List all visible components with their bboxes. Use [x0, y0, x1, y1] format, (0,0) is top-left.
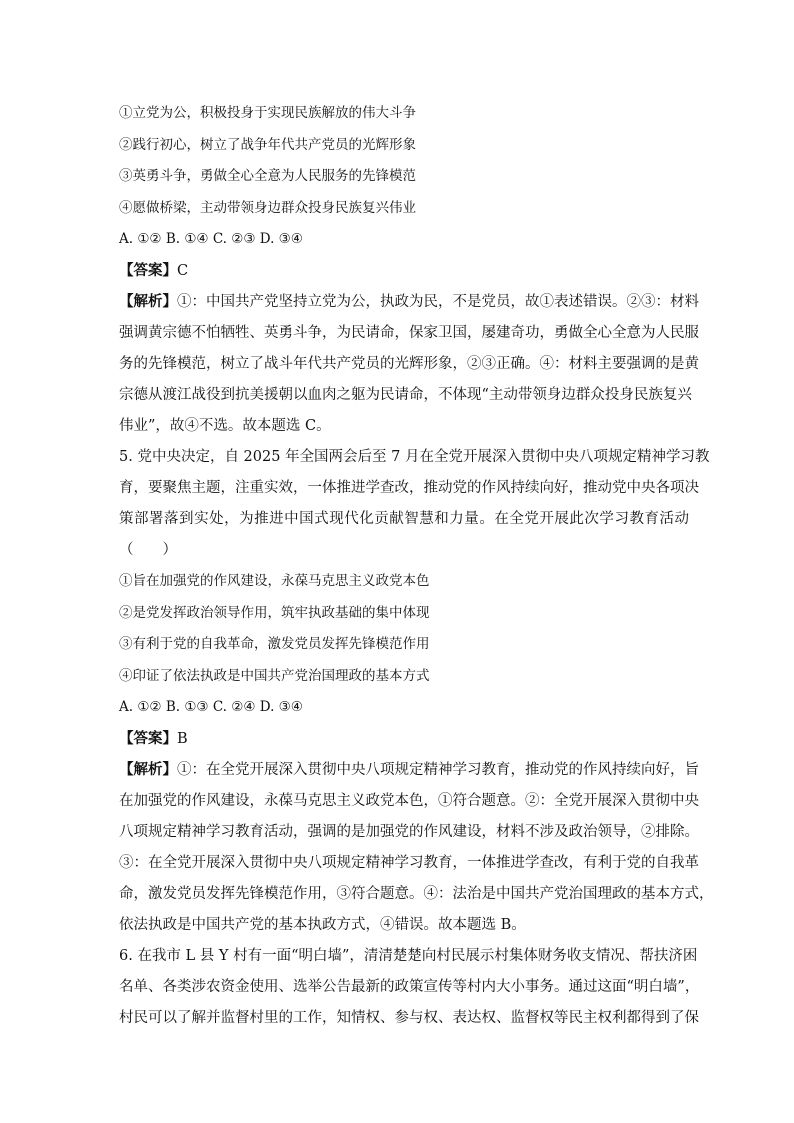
q5-stem-line-1: 5. 党中央决定，自 2025 年全国两会后至 7 月在全党开展深入贯彻中央八项规定精神学习教 — [119, 449, 710, 465]
q5-analysis-label: 【解析】 — [119, 761, 177, 778]
q5-stem-line-4: （ ） — [119, 542, 177, 558]
q4-answer — [119, 255, 689, 286]
q5-option-4: ④印证了依法执政是中国共产党治国理政的基本方式 — [119, 667, 430, 684]
q6-stem-line-2: 名单、各类涉农资金使用、选举公告最新的政策宣传等村内大小事务。通过这面“明白墙”， — [119, 979, 700, 995]
q5-analysis-line-3: 八项规定精神学习教育活动，强调的是加强党的作风建设，材料不涉及政治领导，②排除。 — [119, 824, 699, 840]
q5-stem-line-3: 策部署落到实处，为推进中国式现代化贡献智慧和力量。在全党开展此次学习教育活动 — [119, 511, 689, 527]
q4-options — [119, 98, 689, 224]
q5-options — [119, 566, 689, 692]
q4-analysis-line-2: 强调黄宗德不怕牺牲、英勇斗争，为民请命，保家卫国，屡建奇功，勇做全心全意为人民服 — [119, 325, 699, 341]
q4-analysis-label: 【解析】 — [119, 293, 177, 310]
q4-analysis — [119, 286, 699, 442]
q5-analysis-line-5: 命，激发党员发挥先锋模范作用，③符合题意。④：法治是中国共产党治国理政的基本方式， — [119, 886, 714, 902]
q4-choices: A. ①② B. ①④ C. ②③ D. ③④ — [119, 231, 303, 247]
q4-analysis-line-4: 宗德从渡江战役到抗美援朝以血肉之躯为民请命，不体现“主动带领身边群众投身民族复兴 — [119, 387, 692, 403]
document-page — [119, 98, 714, 1034]
q4-analysis-line-5: 伟业”，故④不选。故本题选 C。 — [119, 418, 331, 434]
q5-analysis-line-6: 依法执政是中国共产党的基本执政方式，④错误。故本题选 B。 — [119, 917, 526, 933]
q4-option-4: ④愿做桥梁，主动带领身边群众投身民族复兴伟业 — [119, 199, 416, 216]
q5-analysis-line-2: 在加强党的作风建设，永葆马克思主义政党本色，①符合题意。②：全党开展深入贯彻中央 — [119, 793, 699, 809]
q5-analysis-line-4: ③：在全党开展深入贯彻中央八项规定精神学习教育，一体推进学查改，有利于党的自我革 — [119, 855, 699, 871]
q5-option-3: ③有利于党的自我革命，激发党员发挥先锋模范作用 — [119, 636, 430, 652]
q5-stem — [119, 442, 710, 566]
q4-analysis-line-3: 务的先锋模范，树立了战斗年代共产党员的光辉形象，②③正确。④：材料主要强调的是黄 — [119, 356, 699, 372]
q4-option-2: ②践行初心，树立了战争年代共产党员的光辉形象 — [119, 136, 416, 153]
q5-answer-value: B — [177, 731, 188, 747]
q5-analysis-line-1: 【解析】①：在全党开展深入贯彻中央八项规定精神学习教育，推动党的作风持续向好，旨 — [119, 761, 699, 778]
q5-stem-line-2: 育，要聚焦主题，注重实效，一体推进学查改，推动党的作风持续向好，推动党中央各项决 — [119, 480, 699, 496]
q6-stem-line-3: 村民可以了解并监督村里的工作，知情权、参与权、表达权、监督权等民主权利都得到了保 — [119, 1010, 699, 1026]
q5-option-2: ②是党发挥政治领导作用，筑牢执政基础的集中体现 — [119, 604, 430, 621]
q6-stem — [119, 941, 700, 1034]
q5-analysis — [119, 754, 714, 941]
q4-option-3: ③英勇斗争，勇做全心全意为人民服务的先锋模范 — [119, 168, 416, 184]
q5-option-1: ①旨在加强党的作风建设，永葆马克思主义政党本色 — [119, 573, 430, 589]
q4-option-1: ①立党为公，积极投身于实现民族解放的伟大斗争 — [119, 105, 416, 121]
q5-answer — [119, 723, 689, 754]
q4-answer-value: C — [177, 263, 189, 279]
q5-choices: A. ①② B. ①③ C. ②④ D. ③④ — [119, 699, 303, 715]
q5-answer-label: 【答案】 — [119, 730, 177, 747]
q4-answer-label: 【答案】 — [119, 262, 177, 279]
q6-stem-line-1: 6. 在我市 L 县 Y 村有一面“明白墙”，清清楚楚向村民展示村集体财务收支情况、帮扶济困 — [119, 948, 698, 964]
q4-analysis-line-1: 【解析】①：中国共产党坚持立党为公，执政为民，不是党员，故①表述错误。②③：材料 — [119, 293, 699, 310]
